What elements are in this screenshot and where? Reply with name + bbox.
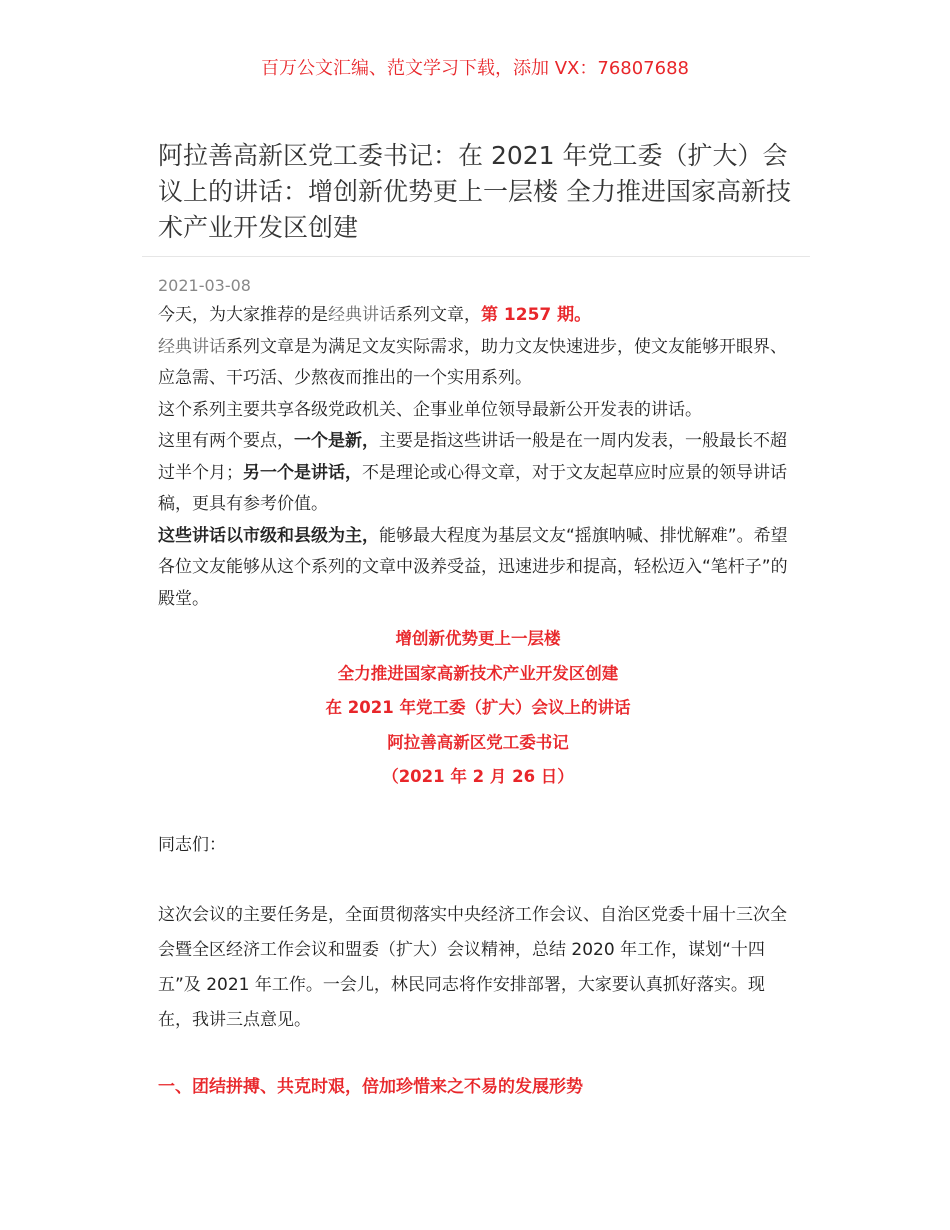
intro-paragraph-2 xyxy=(158,332,798,395)
intro-p5-bold: 这些讲话以市级和县级为主， xyxy=(158,525,379,546)
title-divider xyxy=(142,256,810,257)
publish-date: 2021-03-08 xyxy=(158,276,251,295)
intro-p1-mid: 系列文章， xyxy=(396,305,481,325)
intro-paragraph-4 xyxy=(158,426,798,521)
salutation: 同志们： xyxy=(158,835,226,855)
article-title: 阿拉善高新区党工委书记：在 2021 年党工委（扩大）会议上的讲话：增创新优势更上一层楼 全力推进国家高新技术产业开发区创建 xyxy=(158,141,791,242)
intro-p4-pre: 这里有两个要点， xyxy=(158,431,294,451)
download-banner: 百万公文汇编、范文学习下载，添加 VX：76807688 xyxy=(261,58,689,79)
body-paragraph: 这次会议的主要任务是，全面贯彻落实中央经济工作会议、自治区党委十届十三次全会暨全区经济工作会议和盟委（扩大）会议精神，总结 2020 年工作，谋划“十四五”及 2021 年工作。一会儿，林民同志将作安排部署，大家要认真抓好落实。现在，我讲三点意见。 xyxy=(158,905,787,1030)
section-heading: 一、团结拼搏、共克时艰，倍加珍惜来之不易的发展形势 xyxy=(158,1077,583,1097)
point-one: 一个是新， xyxy=(294,431,379,451)
intro-section xyxy=(158,300,798,615)
intro-paragraph-5 xyxy=(158,521,798,616)
point-two: 另一个是讲话， xyxy=(243,462,362,483)
intro-p4-post: 不是理论或心得文章，对于文友起草应时应景的领导讲话稿，更具有参考价值。 xyxy=(158,462,787,514)
speech-date: （2021 年 2 月 26 日） xyxy=(382,767,574,786)
issue-number: 第 1257 期。 xyxy=(481,305,592,325)
speech-occasion: 在 2021 年党工委（扩大）会议上的讲话 xyxy=(325,698,631,717)
intro-p2-text: 系列文章是为满足文友实际需求，助力文友快速进步，使文友能够开眼界、应急需、干巧活、少熬夜而推出的一个实用系列。 xyxy=(158,336,787,388)
intro-paragraph-3: 这个系列主要共享各级党政机关、企事业单位领导最新公开发表的讲话。 xyxy=(158,399,702,420)
intro-paragraph-1 xyxy=(158,300,798,332)
series-name: 经典讲话 xyxy=(158,336,226,357)
speaker: 阿拉善高新区党工委书记 xyxy=(387,732,569,752)
speech-title-line-1: 增创新优势更上一层楼 xyxy=(395,629,561,648)
series-name: 经典讲话 xyxy=(328,305,396,325)
intro-p4-mid: 主要是指这些讲话一般是在一周内发表，一般最长不超过半个月； xyxy=(158,431,787,483)
intro-p5-text: 能够最大程度为基层文友“摇旗呐喊、排忧解难”。希望各位文友能够从这个系列的文章中汲养受益，迅速进步和提高，轻松迈入“笔杆子”的殿堂。 xyxy=(158,525,788,609)
intro-p1-pre: 今天，为大家推荐的是 xyxy=(158,305,328,325)
speech-title-line-2: 全力推进国家高新技术产业开发区创建 xyxy=(337,663,619,683)
speech-header xyxy=(158,622,798,795)
